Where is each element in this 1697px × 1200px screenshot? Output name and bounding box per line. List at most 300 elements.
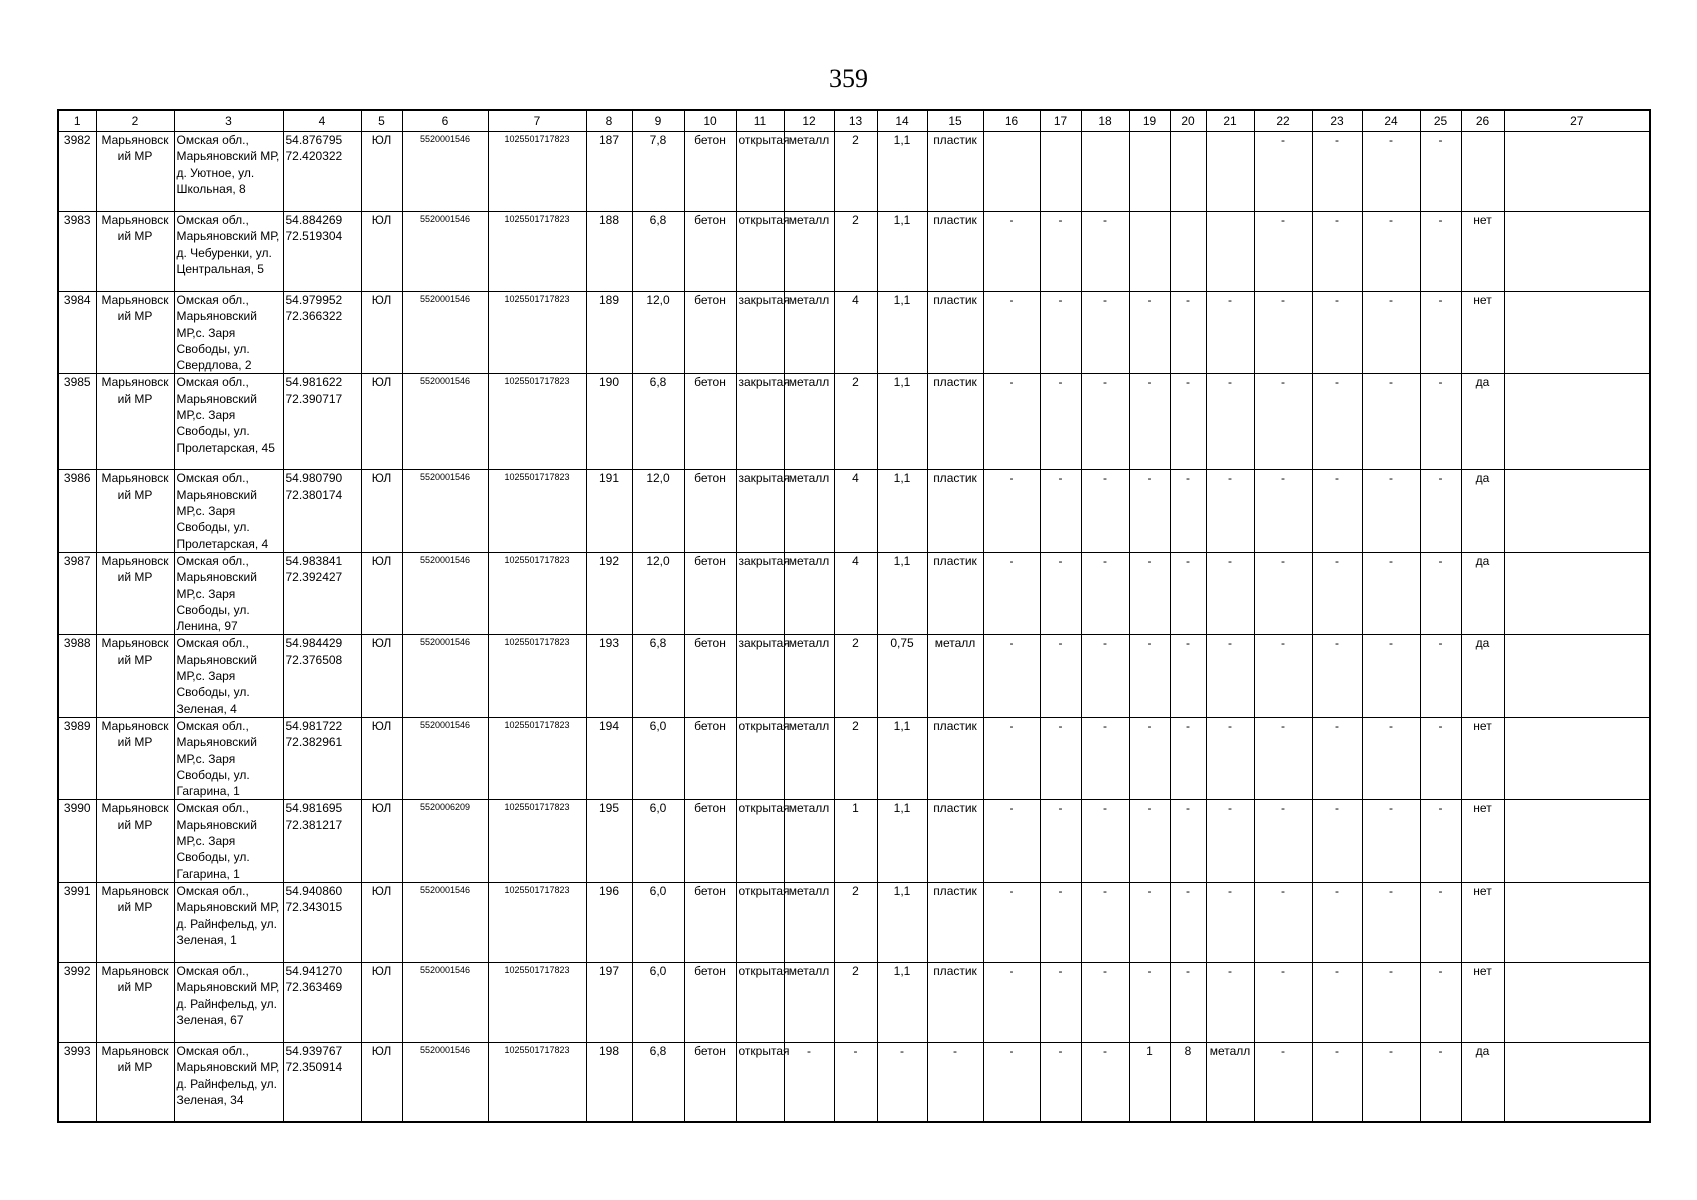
- table-cell-col-3: Омская обл., Марьяновский МР,с. Заря Свободы, ул. Свердлова, 2: [174, 292, 283, 374]
- table-cell-col-8: 187: [586, 132, 632, 212]
- table-cell-col-25: -: [1420, 882, 1461, 962]
- table-cell-col-19: [1129, 132, 1170, 212]
- table-cell-col-16: -: [983, 552, 1040, 634]
- table-cell-col-25: -: [1420, 132, 1461, 212]
- table-cell-col-21: -: [1206, 470, 1254, 552]
- table-cell-col-2: Марьяновский МР: [96, 374, 174, 470]
- table-cell-col-14: -: [877, 1042, 927, 1122]
- table-cell-col-9: 6,8: [632, 212, 684, 292]
- table-cell-col-12: металл: [784, 635, 834, 717]
- table-cell-col-18: -: [1081, 212, 1129, 292]
- column-header-12: 12: [784, 110, 834, 132]
- table-cell-col-27: [1504, 292, 1650, 374]
- table-cell-col-14: 0,75: [877, 635, 927, 717]
- table-cell-col-22: -: [1254, 292, 1312, 374]
- table-cell-col-7: 1025501717823: [488, 292, 586, 374]
- table-cell-col-12: металл: [784, 132, 834, 212]
- table-cell-col-27: [1504, 132, 1650, 212]
- table-cell-col-8: 189: [586, 292, 632, 374]
- table-cell-col-9: 6,8: [632, 1042, 684, 1122]
- table-cell-col-6: 5520001546: [402, 635, 488, 717]
- table-cell-col-18: [1081, 132, 1129, 212]
- table-cell-col-4: 54.981622 72.390717: [283, 374, 361, 470]
- column-header-21: 21: [1206, 110, 1254, 132]
- table-cell-col-27: [1504, 717, 1650, 799]
- table-cell-col-6: 5520001546: [402, 1042, 488, 1122]
- table-row: [58, 800, 1650, 882]
- table-cell-col-21: -: [1206, 717, 1254, 799]
- table-cell-col-16: -: [983, 635, 1040, 717]
- table-cell-col-13: 2: [834, 212, 877, 292]
- table-cell-col-10: бетон: [684, 212, 736, 292]
- table-cell-col-25: -: [1420, 962, 1461, 1042]
- table-row: [58, 470, 1650, 552]
- table-cell-col-6: 5520001546: [402, 374, 488, 470]
- table-cell-col-25: -: [1420, 800, 1461, 882]
- column-header-16: 16: [983, 110, 1040, 132]
- table-cell-col-8: 188: [586, 212, 632, 292]
- table-cell-col-15: пластик: [927, 470, 983, 552]
- table-cell-col-4: 54.981722 72.382961: [283, 717, 361, 799]
- table-cell-col-9: 7,8: [632, 132, 684, 212]
- table-cell-col-13: 4: [834, 470, 877, 552]
- table-cell-col-3: Омская обл., Марьяновский МР,с. Заря Свободы, ул. Ленина, 97: [174, 552, 283, 634]
- table-cell-col-2: Марьяновский МР: [96, 717, 174, 799]
- table-cell-col-5: ЮЛ: [361, 800, 402, 882]
- table-row: [58, 1042, 1650, 1122]
- column-header-24: 24: [1362, 110, 1420, 132]
- table-cell-col-7: 1025501717823: [488, 717, 586, 799]
- table-cell-col-5: ЮЛ: [361, 882, 402, 962]
- table-cell-col-18: -: [1081, 635, 1129, 717]
- table-cell-col-5: ЮЛ: [361, 552, 402, 634]
- table-cell-col-9: 6,8: [632, 374, 684, 470]
- table-cell-col-1: 3983: [58, 212, 96, 292]
- table-row: [58, 292, 1650, 374]
- table-cell-col-4: 54.980790 72.380174: [283, 470, 361, 552]
- table-cell-col-10: бетон: [684, 132, 736, 212]
- table-cell-col-22: -: [1254, 635, 1312, 717]
- table-row: [58, 962, 1650, 1042]
- table-cell-col-21: -: [1206, 962, 1254, 1042]
- table-cell-col-15: пластик: [927, 962, 983, 1042]
- table-cell-col-25: -: [1420, 470, 1461, 552]
- table-cell-col-21: [1206, 132, 1254, 212]
- registry-table: [57, 109, 1651, 1123]
- table-cell-col-25: -: [1420, 635, 1461, 717]
- table-cell-col-1: 3991: [58, 882, 96, 962]
- table-cell-col-25: -: [1420, 717, 1461, 799]
- table-cell-col-23: -: [1312, 1042, 1362, 1122]
- table-cell-col-7: 1025501717823: [488, 552, 586, 634]
- table-cell-col-8: 193: [586, 635, 632, 717]
- table-cell-col-5: ЮЛ: [361, 1042, 402, 1122]
- table-cell-col-15: пластик: [927, 552, 983, 634]
- table-cell-col-24: -: [1362, 552, 1420, 634]
- column-header-4: 4: [283, 110, 361, 132]
- table-cell-col-25: -: [1420, 374, 1461, 470]
- column-header-25: 25: [1420, 110, 1461, 132]
- table-cell-col-24: -: [1362, 800, 1420, 882]
- table-cell-col-20: 8: [1170, 1042, 1206, 1122]
- table-cell-col-1: 3993: [58, 1042, 96, 1122]
- table-cell-col-3: Омская обл., Марьяновский МР, д. Райнфельд, ул. Зеленая, 1: [174, 882, 283, 962]
- table-cell-col-16: [983, 132, 1040, 212]
- table-cell-col-20: -: [1170, 552, 1206, 634]
- table-cell-col-16: -: [983, 962, 1040, 1042]
- table-cell-col-7: 1025501717823: [488, 132, 586, 212]
- table-cell-col-26: да: [1461, 470, 1504, 552]
- table-cell-col-5: ЮЛ: [361, 292, 402, 374]
- table-cell-col-16: -: [983, 800, 1040, 882]
- table-cell-col-14: 1,1: [877, 552, 927, 634]
- table-cell-col-23: -: [1312, 717, 1362, 799]
- table-cell-col-12: металл: [784, 552, 834, 634]
- table-cell-col-21: -: [1206, 882, 1254, 962]
- table-cell-col-16: -: [983, 1042, 1040, 1122]
- table-cell-col-3: Омская обл., Марьяновский МР,с. Заря Свободы, ул. Пролетарская, 45: [174, 374, 283, 470]
- table-cell-col-12: металл: [784, 292, 834, 374]
- table-cell-col-1: 3987: [58, 552, 96, 634]
- table-cell-col-27: [1504, 962, 1650, 1042]
- table-cell-col-25: -: [1420, 552, 1461, 634]
- table-cell-col-2: Марьяновский МР: [96, 635, 174, 717]
- table-cell-col-8: 197: [586, 962, 632, 1042]
- table-cell-col-19: -: [1129, 470, 1170, 552]
- table-cell-col-11: открытая: [736, 962, 784, 1042]
- table-cell-col-12: металл: [784, 882, 834, 962]
- table-cell-col-4: 54.983841 72.392427: [283, 552, 361, 634]
- table-cell-col-27: [1504, 1042, 1650, 1122]
- table-cell-col-6: 5520001546: [402, 212, 488, 292]
- table-cell-col-25: -: [1420, 292, 1461, 374]
- table-cell-col-11: закрытая: [736, 552, 784, 634]
- table-cell-col-13: 4: [834, 552, 877, 634]
- table-cell-col-9: 6,0: [632, 800, 684, 882]
- table-cell-col-10: бетон: [684, 800, 736, 882]
- table-cell-col-14: 1,1: [877, 962, 927, 1042]
- table-cell-col-16: -: [983, 212, 1040, 292]
- table-cell-col-23: -: [1312, 552, 1362, 634]
- table-cell-col-3: Омская обл., Марьяновский МР, д. Уютное, ул. Школьная, 8: [174, 132, 283, 212]
- table-cell-col-10: бетон: [684, 292, 736, 374]
- table-cell-col-6: 5520001546: [402, 292, 488, 374]
- table-cell-col-2: Марьяновский МР: [96, 470, 174, 552]
- table-cell-col-19: -: [1129, 552, 1170, 634]
- table-cell-col-8: 198: [586, 1042, 632, 1122]
- table-cell-col-21: -: [1206, 374, 1254, 470]
- table-cell-col-17: -: [1040, 717, 1081, 799]
- table-cell-col-17: [1040, 132, 1081, 212]
- table-cell-col-7: 1025501717823: [488, 635, 586, 717]
- table-cell-col-6: 5520006209: [402, 800, 488, 882]
- table-cell-col-23: -: [1312, 962, 1362, 1042]
- table-cell-col-18: -: [1081, 552, 1129, 634]
- table-cell-col-10: бетон: [684, 635, 736, 717]
- table-cell-col-9: 6,0: [632, 962, 684, 1042]
- column-header-13: 13: [834, 110, 877, 132]
- table-cell-col-19: 1: [1129, 1042, 1170, 1122]
- table-cell-col-1: 3986: [58, 470, 96, 552]
- table-cell-col-18: -: [1081, 800, 1129, 882]
- table-cell-col-26: нет: [1461, 962, 1504, 1042]
- table-cell-col-1: 3982: [58, 132, 96, 212]
- table-cell-col-17: -: [1040, 882, 1081, 962]
- table-cell-col-19: -: [1129, 962, 1170, 1042]
- page-number: 359: [829, 64, 868, 93]
- table-cell-col-20: -: [1170, 800, 1206, 882]
- table-cell-col-27: [1504, 470, 1650, 552]
- table-cell-col-20: -: [1170, 374, 1206, 470]
- table-cell-col-14: 1,1: [877, 470, 927, 552]
- column-header-22: 22: [1254, 110, 1312, 132]
- table-cell-col-13: 2: [834, 132, 877, 212]
- table-cell-col-2: Марьяновский МР: [96, 800, 174, 882]
- table-cell-col-3: Омская обл., Марьяновский МР, д. Райнфельд, ул. Зеленая, 67: [174, 962, 283, 1042]
- table-cell-col-26: нет: [1461, 882, 1504, 962]
- table-cell-col-16: -: [983, 882, 1040, 962]
- table-cell-col-1: 3990: [58, 800, 96, 882]
- table-cell-col-24: -: [1362, 882, 1420, 962]
- table-cell-col-17: -: [1040, 635, 1081, 717]
- table-cell-col-13: 1: [834, 800, 877, 882]
- table-cell-col-19: -: [1129, 800, 1170, 882]
- table-cell-col-10: бетон: [684, 552, 736, 634]
- table-cell-col-13: 2: [834, 635, 877, 717]
- column-header-27: 27: [1504, 110, 1650, 132]
- table-cell-col-15: пластик: [927, 212, 983, 292]
- table-cell-col-21: металл: [1206, 1042, 1254, 1122]
- table-cell-col-14: 1,1: [877, 132, 927, 212]
- table-cell-col-9: 12,0: [632, 470, 684, 552]
- column-header-23: 23: [1312, 110, 1362, 132]
- table-cell-col-18: -: [1081, 374, 1129, 470]
- table-cell-col-20: -: [1170, 635, 1206, 717]
- table-row: [58, 717, 1650, 799]
- table-cell-col-6: 5520001546: [402, 717, 488, 799]
- table-cell-col-26: [1461, 132, 1504, 212]
- table-cell-col-11: открытая: [736, 1042, 784, 1122]
- table-row: [58, 635, 1650, 717]
- table-cell-col-23: -: [1312, 635, 1362, 717]
- table-cell-col-20: -: [1170, 882, 1206, 962]
- table-cell-col-5: ЮЛ: [361, 962, 402, 1042]
- table-row: [58, 212, 1650, 292]
- table-cell-col-23: -: [1312, 374, 1362, 470]
- table-cell-col-4: 54.979952 72.366322: [283, 292, 361, 374]
- table-cell-col-13: 2: [834, 374, 877, 470]
- column-header-10: 10: [684, 110, 736, 132]
- table-cell-col-25: -: [1420, 212, 1461, 292]
- table-cell-col-7: 1025501717823: [488, 882, 586, 962]
- table-cell-col-23: -: [1312, 212, 1362, 292]
- table-cell-col-22: -: [1254, 470, 1312, 552]
- table-cell-col-18: -: [1081, 470, 1129, 552]
- table-cell-col-19: -: [1129, 374, 1170, 470]
- table-cell-col-26: да: [1461, 635, 1504, 717]
- table-cell-col-19: -: [1129, 292, 1170, 374]
- table-cell-col-24: -: [1362, 470, 1420, 552]
- table-cell-col-19: -: [1129, 882, 1170, 962]
- table-cell-col-10: бетон: [684, 962, 736, 1042]
- column-header-26: 26: [1461, 110, 1504, 132]
- column-header-20: 20: [1170, 110, 1206, 132]
- table-cell-col-5: ЮЛ: [361, 374, 402, 470]
- table-cell-col-24: -: [1362, 132, 1420, 212]
- table-row: [58, 552, 1650, 634]
- table-cell-col-15: -: [927, 1042, 983, 1122]
- table-cell-col-7: 1025501717823: [488, 374, 586, 470]
- table-cell-col-11: закрытая: [736, 292, 784, 374]
- table-cell-col-9: 12,0: [632, 552, 684, 634]
- table-row: [58, 132, 1650, 212]
- table-cell-col-26: да: [1461, 374, 1504, 470]
- table-cell-col-23: -: [1312, 470, 1362, 552]
- table-cell-col-11: закрытая: [736, 374, 784, 470]
- table-cell-col-23: -: [1312, 292, 1362, 374]
- table-cell-col-22: -: [1254, 882, 1312, 962]
- table-cell-col-7: 1025501717823: [488, 1042, 586, 1122]
- table-cell-col-20: -: [1170, 470, 1206, 552]
- column-header-14: 14: [877, 110, 927, 132]
- table-row: [58, 882, 1650, 962]
- table-cell-col-13: 4: [834, 292, 877, 374]
- table-cell-col-5: ЮЛ: [361, 132, 402, 212]
- table-cell-col-4: 54.876795 72.420322: [283, 132, 361, 212]
- table-cell-col-8: 191: [586, 470, 632, 552]
- table-cell-col-15: металл: [927, 635, 983, 717]
- table-cell-col-11: открытая: [736, 132, 784, 212]
- table-cell-col-15: пластик: [927, 882, 983, 962]
- table-cell-col-22: -: [1254, 552, 1312, 634]
- table-cell-col-2: Марьяновский МР: [96, 292, 174, 374]
- table-cell-col-11: открытая: [736, 800, 784, 882]
- table-cell-col-27: [1504, 635, 1650, 717]
- table-cell-col-16: -: [983, 717, 1040, 799]
- table-cell-col-6: 5520001546: [402, 552, 488, 634]
- table-cell-col-22: -: [1254, 800, 1312, 882]
- table-cell-col-1: 3984: [58, 292, 96, 374]
- table-cell-col-7: 1025501717823: [488, 212, 586, 292]
- table-cell-col-27: [1504, 882, 1650, 962]
- table-cell-col-3: Омская обл., Марьяновский МР, д. Чебуренки, ул. Центральная, 5: [174, 212, 283, 292]
- table-cell-col-10: бетон: [684, 374, 736, 470]
- table-cell-col-24: -: [1362, 374, 1420, 470]
- table-cell-col-1: 3985: [58, 374, 96, 470]
- table-cell-col-24: -: [1362, 292, 1420, 374]
- table-cell-col-24: -: [1362, 212, 1420, 292]
- table-cell-col-6: 5520001546: [402, 962, 488, 1042]
- column-header-5: 5: [361, 110, 402, 132]
- table-cell-col-21: [1206, 212, 1254, 292]
- table-cell-col-15: пластик: [927, 132, 983, 212]
- table-cell-col-17: -: [1040, 374, 1081, 470]
- table-cell-col-19: -: [1129, 717, 1170, 799]
- table-cell-col-26: нет: [1461, 717, 1504, 799]
- table-cell-col-27: [1504, 552, 1650, 634]
- table-cell-col-22: -: [1254, 1042, 1312, 1122]
- table-cell-col-15: пластик: [927, 374, 983, 470]
- table-cell-col-18: -: [1081, 962, 1129, 1042]
- table-cell-col-8: 195: [586, 800, 632, 882]
- table-cell-col-20: -: [1170, 292, 1206, 374]
- table-cell-col-8: 190: [586, 374, 632, 470]
- table-cell-col-26: нет: [1461, 212, 1504, 292]
- table-cell-col-13: 2: [834, 882, 877, 962]
- table-cell-col-21: -: [1206, 292, 1254, 374]
- table-cell-col-20: [1170, 212, 1206, 292]
- table-cell-col-22: -: [1254, 132, 1312, 212]
- table-cell-col-21: -: [1206, 800, 1254, 882]
- table-cell-col-22: -: [1254, 374, 1312, 470]
- column-header-2: 2: [96, 110, 174, 132]
- table-cell-col-27: [1504, 374, 1650, 470]
- table-cell-col-15: пластик: [927, 292, 983, 374]
- table-cell-col-10: бетон: [684, 717, 736, 799]
- table-cell-col-12: -: [784, 1042, 834, 1122]
- table-cell-col-3: Омская обл., Марьяновский МР, д. Райнфельд, ул. Зеленая, 34: [174, 1042, 283, 1122]
- column-header-6: 6: [402, 110, 488, 132]
- table-cell-col-2: Марьяновский МР: [96, 132, 174, 212]
- table-cell-col-12: металл: [784, 717, 834, 799]
- table-cell-col-22: -: [1254, 717, 1312, 799]
- table-cell-col-2: Марьяновский МР: [96, 552, 174, 634]
- table-cell-col-7: 1025501717823: [488, 800, 586, 882]
- table-cell-col-1: 3989: [58, 717, 96, 799]
- table-cell-col-24: -: [1362, 962, 1420, 1042]
- table-cell-col-11: закрытая: [736, 470, 784, 552]
- table-cell-col-3: Омская обл., Марьяновский МР,с. Заря Свободы, ул. Гагарина, 1: [174, 800, 283, 882]
- table-cell-col-5: ЮЛ: [361, 635, 402, 717]
- table-cell-col-14: 1,1: [877, 717, 927, 799]
- table-cell-col-25: -: [1420, 1042, 1461, 1122]
- table-cell-col-5: ЮЛ: [361, 470, 402, 552]
- table-cell-col-12: металл: [784, 374, 834, 470]
- table-cell-col-7: 1025501717823: [488, 470, 586, 552]
- table-cell-col-18: -: [1081, 1042, 1129, 1122]
- table-cell-col-9: 6,0: [632, 717, 684, 799]
- table-cell-col-11: закрытая: [736, 635, 784, 717]
- table-cell-col-8: 192: [586, 552, 632, 634]
- table-cell-col-20: [1170, 132, 1206, 212]
- table-row: [58, 374, 1650, 470]
- table-cell-col-12: металл: [784, 962, 834, 1042]
- table-cell-col-14: 1,1: [877, 374, 927, 470]
- table-cell-col-24: -: [1362, 717, 1420, 799]
- table-cell-col-8: 194: [586, 717, 632, 799]
- column-header-9: 9: [632, 110, 684, 132]
- table-cell-col-13: 2: [834, 717, 877, 799]
- table-cell-col-8: 196: [586, 882, 632, 962]
- table-cell-col-13: -: [834, 1042, 877, 1122]
- table-cell-col-9: 6,0: [632, 882, 684, 962]
- column-header-8: 8: [586, 110, 632, 132]
- table-cell-col-21: -: [1206, 635, 1254, 717]
- table-cell-col-14: 1,1: [877, 882, 927, 962]
- table-cell-col-17: -: [1040, 552, 1081, 634]
- column-header-17: 17: [1040, 110, 1081, 132]
- table-cell-col-3: Омская обл., Марьяновский МР,с. Заря Свободы, ул. Зеленая, 4: [174, 635, 283, 717]
- column-header-19: 19: [1129, 110, 1170, 132]
- table-cell-col-10: бетон: [684, 470, 736, 552]
- table-cell-col-14: 1,1: [877, 212, 927, 292]
- table-cell-col-4: 54.981695 72.381217: [283, 800, 361, 882]
- table-cell-col-14: 1,1: [877, 800, 927, 882]
- table-cell-col-17: -: [1040, 292, 1081, 374]
- column-header-3: 3: [174, 110, 283, 132]
- table-cell-col-27: [1504, 800, 1650, 882]
- table-cell-col-19: -: [1129, 635, 1170, 717]
